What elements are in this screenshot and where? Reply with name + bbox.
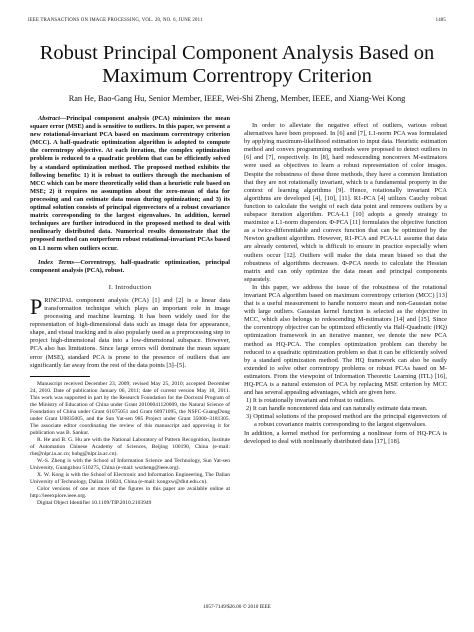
- title-line-2: Maximum Correntropy Criterion: [102, 65, 372, 87]
- abstract: [30, 115, 230, 253]
- abstract-text: Principal component analysis (PCA) minimizes the mean square error (MSE) and is sensitive to outliers. In this paper, we present a new rotational-invariant PCA based on maximum correntropy criterion (MCC). A half-quadratic optimization algorithm is adopted to compute the correntropy objective. At each iteration, the complex optimization problem is reduced to a quadratic problem that can be efficiently solved by a standard optimization method. The proposed method exhibits the following benefits: 1) it is robust to outliers through the mechanism of MCC which can be more theoretically solid than a heuristic rule based on MSE; 2) it requires no assumption about the zero-mean of data for processing and can estimate data mean during optimization; and 3) its optimal solution consists of principal eigenvectors of a robust covariance matrix corresponding to the largest eigenvalues. In addition, kernel techniques are further introduced in the proposed method to deal with nonlinearly distributed data. Numerical results demonstrate that the proposed method can outperform robust rotational-invariant PCAs based on L1 norm when outliers occur.: [30, 115, 230, 252]
- intro-text: RINCIPAL component analysis (PCA) [1] and [2] is a linear data transformation technique which plays an important role in image processing and machine learning. It has been widely used for the representation of high-dimensional data such as image data for appearance, shape, and visual tracking and is also popularly used as a preprocessing step to project high-dimensional data into a low-dimensional subspace. However, PCA also has limitations. Since large errors will dominate the mean square error (MSE), standard PCA is prone to the presence of outliers that are significantly far away from the rest of the data points [3]–[5].: [30, 296, 230, 369]
- body-paragraph-2: In this paper, we address the issue of the robustness of the rotational invariant PCA algorithm based on maximum correntropy criterion (MCC) [13] that is a useful measurement to handle nonzero mean and non-Gaussian noise with large outliers. Gaussian kernel function is selected as the objective in MCC, which also belongs to redescending M-estimators [14] and [15]. Since the correntropy objective can be optimized efficiently via Half-Quadratic (HQ) optimization framework in an iterative manner, we denote the new PCA method as HQ-PCA. The complex optimization problem can thereby be reduced to a quadratic optimization problem so that it can be efficiently solved by a standard optimization method. The HQ framework can also be easily extended to solve other correntropy problems or robust PCAs based on M-estimators. From the viewpoint of Information Theoretic Learning (ITL) [16], HQ-PCA is a natural extension of PCA by replacing MSE criterion by MCC and has several appealing advantages, which are given here.: [244, 283, 447, 397]
- index-terms-label: Index Terms—: [38, 258, 81, 266]
- drop-cap: P: [30, 293, 43, 319]
- index-terms-text: Correntropy, half-quadratic optimization, principal component analysis (PCA), robust.: [30, 258, 230, 274]
- paper-title: [20, 42, 454, 88]
- page-number: 1485: [435, 18, 446, 23]
- intro-paragraph: [30, 293, 230, 370]
- footnote-doi: Digital Object Identifier 10.1109/TIP.2010.2103949: [37, 499, 152, 506]
- right-column: [244, 122, 447, 446]
- footnote-kong: X. W. Kong is with the School of Electronic and Information Engineering, The Dalian University of Technology, Dalian 116024, China (e-mail: kongxw@dlut.edu.cn).: [30, 471, 230, 485]
- list-item: 3) Optimal solutions of the proposed method are the principal eigenvectors of a robust covariance matrix corresponding to the largest eigenvalues.: [246, 413, 447, 429]
- running-header: [28, 18, 446, 28]
- list-item: 1) It is rotationally invariant and robust to outliers.: [246, 397, 375, 405]
- footnote-divider: [30, 376, 90, 377]
- footnote-manuscript: Manuscript received December 23, 2009; revised May 25, 2010; accepted December 24, 2010. Date of publication January 06, 2011; date of current version May 18, 2011. This work was supported in part by the Research Foundation for the Doctoral Program of the Ministry of Education of China under Grant 20100041120009, the Natural Science of Foundation of China under Grant 61075051 and Grant 60971095, the NSFC-GuangDong under Grant U0835005, and the Sun Yat-sen 985 Project under Grant 35000–3181305. The associate editor coordinating the review of this manuscript and approving it for publication was B. Sankur.: [30, 380, 230, 436]
- title-line-1: Robust Principal Component Analysis Based on: [39, 42, 435, 64]
- body-paragraph-1: In order to alleviate the negative effect of outliers, various robust alternatives have been proposed. In [6] and [7], L1-norm PCA was formulated by applying maximum-likelihood estimation to input data. Heuristic estimation method and convex programming methods were proposed to detect outliers in [6] and [7], respectively. In [8], hard redescending nonconvex M-estimators were used as objectives to learn a robust representation of color images. Despite the robustness of these three methods, they have a common limitation that they are not rotationally invariant, which is a fundamental property in the context of learning algorithms [9]. Hence, rotationally invariant PCA algorithms are developed [4], [10], [11]. R1-PCA [4] utilizes Cauchy robust function to calculate the weight of each data point and removes outliers by a subspace iteration algorithm. PCA-L1 [10] adopts a greedy strategy to maximize a L1-norm dispersion. Φ-PCA [11] formulates the objective function as a twice-differentiable and convex function that can be optimized by the Newton gradient algorithm. However, R1-PCA and PCA-L1 assume that data are already centered, which is difficult to ensure in practice especially when outliers occur [12]. Outliers will make the data mean biased so that the robustness of algorithms decreases. Φ-PCA needs to calculate the Hessian matrix and can only optimize the data mean and principal components separately.: [244, 122, 447, 283]
- advantages-list: [244, 397, 447, 429]
- footnote-zheng: W.-S. Zheng is with the School of Information Science and Technology, Sun Yat-sen University, Guangzhou 510275, China (e-mail: wszheng@ieee.org).: [30, 457, 230, 471]
- body-paragraph-3: In addition, a kernel method for performing a nonlinear form of HQ-PCA is developed to deal with nonlinearly distributed data [17], [18].: [244, 429, 447, 445]
- footnote-he-hu: R. He and B. G. Hu are with the National Laboratory of Pattern Recognition, Institute of Automation Chinese Academy of Sciences, Beijing 100190, China (e-mail: rhe@nlpr.ia.ac.cn; hubg@nlpr.ia.ac.cn).: [30, 436, 230, 457]
- list-item: 2) It can handle noncentered data and can naturally estimate data mean.: [246, 405, 428, 413]
- footnotes: [30, 381, 230, 507]
- index-terms: [30, 259, 230, 275]
- journal-info: IEEE TRANSACTIONS ON IMAGE PROCESSING, VOL. 20, NO. 6, JUNE 2011: [28, 18, 203, 23]
- page-footer: 1057-7149/$26.00 © 2010 IEEE: [203, 604, 271, 610]
- abstract-label: Abstract—: [38, 115, 67, 122]
- footnote-color: Color versions of one or more of the figures in this paper are available online at http://ieeexplore.ieee.org.: [30, 485, 230, 499]
- left-column: [30, 115, 230, 507]
- author-list: Ran He, Bao-Gang Hu, Senior Member, IEEE, Wei-Shi Zheng, Member, IEEE, and Xiang-Wei Kong: [68, 94, 406, 103]
- section-heading-introduction: I. Introduction: [108, 283, 152, 291]
